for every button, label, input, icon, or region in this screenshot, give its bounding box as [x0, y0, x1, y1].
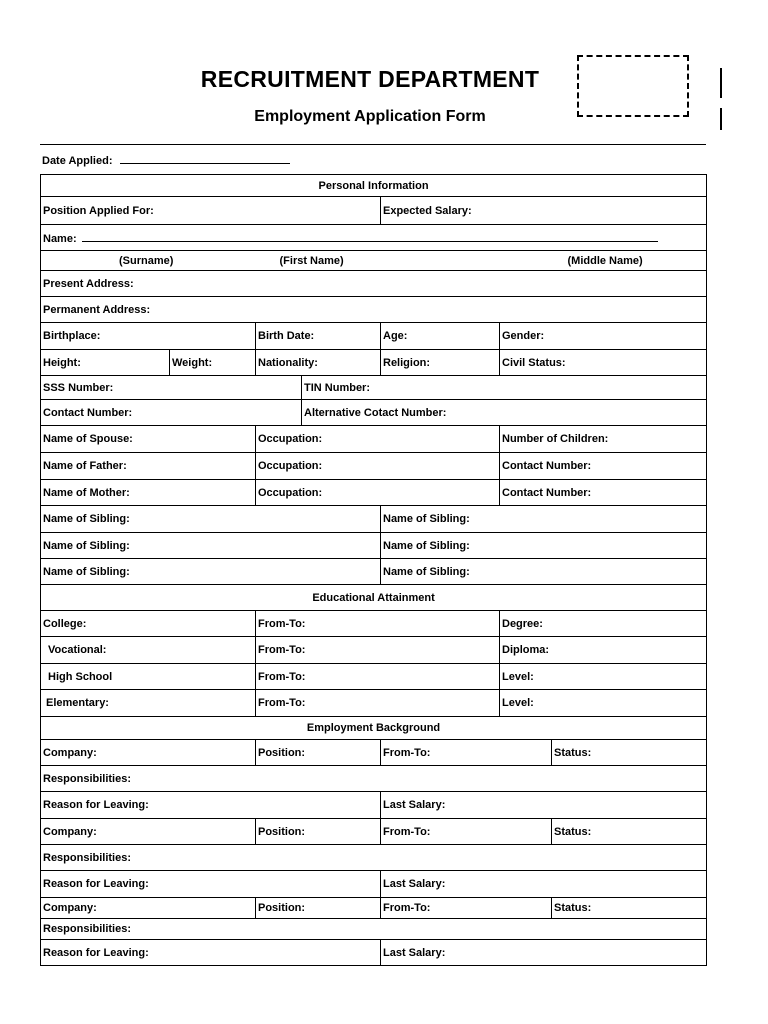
margin-bar-bottom: [720, 108, 722, 130]
from-to-field[interactable]: From-To:: [381, 819, 552, 845]
date-applied-label: Date Applied:: [42, 155, 113, 167]
high-school-field[interactable]: High School: [41, 664, 256, 690]
vocational-field[interactable]: Vocational:: [41, 637, 256, 664]
application-form-table: [40, 174, 707, 966]
present-address-field[interactable]: Present Address:: [41, 271, 707, 297]
father-contact-field[interactable]: Contact Number:: [500, 453, 707, 480]
mother-occupation-field[interactable]: Occupation:: [256, 480, 500, 506]
name-label: Name:: [43, 233, 77, 245]
header-divider: [40, 144, 706, 145]
spouse-occupation-field[interactable]: Occupation:: [256, 426, 500, 453]
college-field[interactable]: College:: [41, 611, 256, 637]
first-name-label: (First Name): [279, 254, 344, 267]
company-field[interactable]: Company:: [41, 740, 256, 766]
religion-field[interactable]: Religion:: [381, 350, 500, 376]
surname-label: (Surname): [41, 251, 256, 271]
section-header-education: Educational Attainment: [41, 585, 707, 611]
elementary-field[interactable]: Elementary:: [41, 690, 256, 717]
sibling-field[interactable]: Name of Sibling:: [41, 533, 381, 559]
last-salary-field[interactable]: Last Salary:: [381, 871, 707, 898]
section-header-personal: Personal Information: [41, 175, 707, 197]
form-subtitle: Employment Application Form: [254, 108, 486, 125]
reason-for-leaving-field[interactable]: Reason for Leaving:: [41, 940, 381, 966]
responsibilities-field[interactable]: Responsibilities:: [41, 766, 707, 792]
mother-contact-field[interactable]: Contact Number:: [500, 480, 707, 506]
position-applied-field[interactable]: Position Applied For:: [41, 197, 381, 225]
birth-date-field[interactable]: Birth Date:: [256, 323, 381, 350]
birthplace-field[interactable]: Birthplace:: [41, 323, 256, 350]
reason-for-leaving-field[interactable]: Reason for Leaving:: [41, 792, 381, 819]
civil-status-field[interactable]: Civil Status:: [500, 350, 707, 376]
sibling-field[interactable]: Name of Sibling:: [381, 506, 707, 533]
sibling-field[interactable]: Name of Sibling:: [381, 559, 707, 585]
high-school-from-to-field[interactable]: From-To:: [256, 664, 500, 690]
sibling-field[interactable]: Name of Sibling:: [381, 533, 707, 559]
alt-contact-number-field[interactable]: Alternative Cotact Number:: [302, 400, 707, 426]
name-field[interactable]: [41, 225, 707, 251]
date-applied-line[interactable]: [120, 152, 290, 164]
elementary-from-to-field[interactable]: From-To:: [256, 690, 500, 717]
from-to-field[interactable]: From-To:: [381, 740, 552, 766]
expected-salary-field[interactable]: Expected Salary:: [381, 197, 707, 225]
responsibilities-field[interactable]: Responsibilities:: [41, 919, 707, 940]
vocational-from-to-field[interactable]: From-To:: [256, 637, 500, 664]
diploma-field[interactable]: Diploma:: [500, 637, 707, 664]
sibling-field[interactable]: Name of Sibling:: [41, 506, 381, 533]
status-field[interactable]: Status:: [552, 740, 707, 766]
responsibilities-field[interactable]: Responsibilities:: [41, 845, 707, 871]
status-field[interactable]: Status:: [552, 898, 707, 919]
degree-field[interactable]: Degree:: [500, 611, 707, 637]
mother-name-field[interactable]: Name of Mother:: [41, 480, 256, 506]
height-field[interactable]: Height:: [41, 350, 170, 376]
company-field[interactable]: Company:: [41, 898, 256, 919]
father-name-field[interactable]: Name of Father:: [41, 453, 256, 480]
contact-number-field[interactable]: Contact Number:: [41, 400, 302, 426]
age-field[interactable]: Age:: [381, 323, 500, 350]
position-field[interactable]: Position:: [256, 740, 381, 766]
tin-number-field[interactable]: TIN Number:: [302, 376, 707, 400]
number-of-children-field[interactable]: Number of Children:: [500, 426, 707, 453]
last-salary-field[interactable]: Last Salary:: [381, 940, 707, 966]
elementary-level-field[interactable]: Level:: [500, 690, 707, 717]
middle-name-label: (Middle Name): [500, 251, 707, 271]
page-title: RECRUITMENT DEPARTMENT: [200, 66, 540, 92]
weight-field[interactable]: Weight:: [170, 350, 256, 376]
from-to-field[interactable]: From-To:: [381, 898, 552, 919]
status-field[interactable]: Status:: [552, 819, 707, 845]
gender-field[interactable]: Gender:: [500, 323, 707, 350]
reason-for-leaving-field[interactable]: Reason for Leaving:: [41, 871, 381, 898]
permanent-address-field[interactable]: Permanent Address:: [41, 297, 707, 323]
section-header-employment: Employment Background: [41, 717, 707, 740]
spouse-name-field[interactable]: Name of Spouse:: [41, 426, 256, 453]
college-from-to-field[interactable]: From-To:: [256, 611, 500, 637]
position-field[interactable]: Position:: [256, 898, 381, 919]
sss-number-field[interactable]: SSS Number:: [41, 376, 302, 400]
name-line[interactable]: [82, 230, 658, 242]
high-school-level-field[interactable]: Level:: [500, 664, 707, 690]
sibling-field[interactable]: Name of Sibling:: [41, 559, 381, 585]
last-salary-field[interactable]: Last Salary:: [381, 792, 707, 819]
company-field[interactable]: Company:: [41, 819, 256, 845]
date-applied-field[interactable]: [42, 152, 290, 167]
position-field[interactable]: Position:: [256, 819, 381, 845]
nationality-field[interactable]: Nationality:: [256, 350, 381, 376]
father-occupation-field[interactable]: Occupation:: [256, 453, 500, 480]
photo-placeholder-box[interactable]: [577, 55, 689, 117]
margin-bar-top: [720, 68, 722, 98]
